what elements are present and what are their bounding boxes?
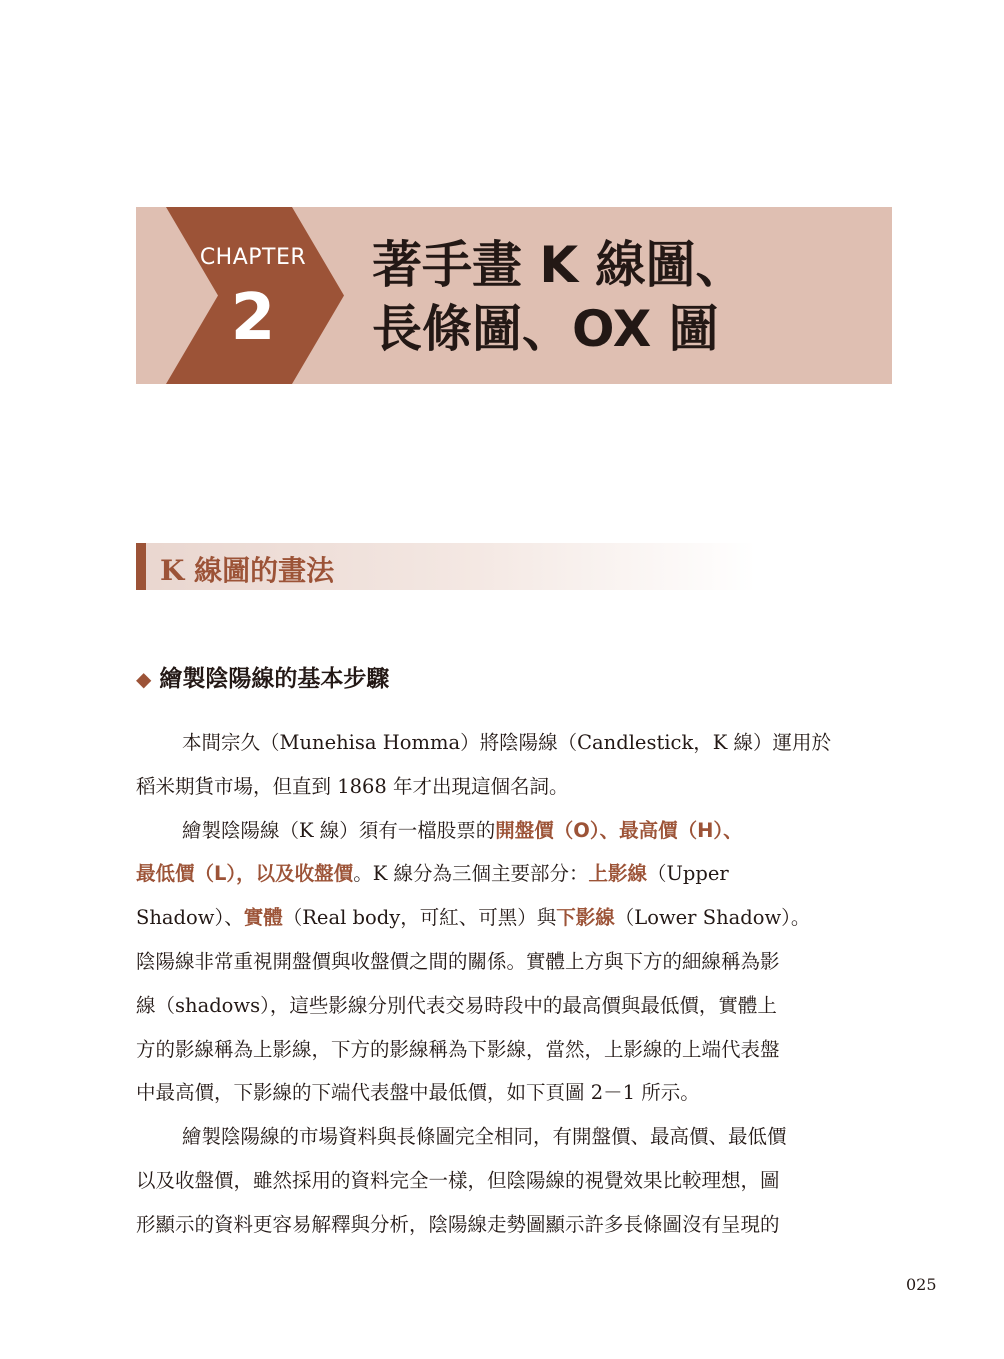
highlight-ohlc: 開盤價（O）、最高價（H）、	[495, 818, 743, 842]
paragraph-2-text: （Real body，可紅、可黑）與	[282, 906, 557, 930]
paragraph-2-text: （Lower Shadow）。	[614, 906, 811, 930]
paragraph-2-line-2	[136, 852, 892, 896]
chapter-label: CHAPTER	[199, 245, 307, 270]
paragraph-3-line-3: 形顯示的資料更容易解釋與分析，陰陽線走勢圖顯示許多長條圖沒有呈現的	[136, 1212, 780, 1236]
paragraph-2-text: Shadow）、	[136, 906, 244, 930]
paragraph-3-line-2: 以及收盤價，雖然採用的資料完全一樣，但陰陽線的視覺效果比較理想，圖	[136, 1168, 780, 1192]
paragraph-2-text: 繪製陰陽線（K 線）須有一檔股票的	[182, 818, 496, 842]
paragraph-2-line-5: 線（shadows），這些影線分別代表交易時段中的最高價與最低價，實體上	[136, 993, 777, 1017]
page-number: 025	[906, 1275, 937, 1294]
paragraph-2-line-6: 方的影線稱為上影線，下方的影線稱為下影線，當然，上影線的上端代表盤	[136, 1037, 780, 1061]
paragraph-1-line-1: 本間宗久（Munehisa Homma）將陰陽線（Candlestick，K 線）運用於	[182, 731, 832, 754]
highlight-lower-shadow: 下影線	[556, 906, 615, 930]
highlight-low-close: 最低價（L），以及收盤價	[136, 862, 354, 886]
body-text	[136, 721, 892, 1247]
paragraph-2-text: （Upper	[646, 862, 729, 886]
section-heading-bar	[136, 543, 756, 590]
highlight-upper-shadow: 上影線	[588, 862, 647, 886]
chapter-title-line2: 長條圖、OX 圖	[372, 300, 719, 358]
chapter-title-line1: 著手畫 K 線圖、	[372, 236, 746, 294]
chapter-title	[372, 233, 872, 361]
diamond-bullet-icon: ◆	[136, 667, 152, 691]
subsection-title: 繪製陰陽線的基本步驟	[159, 666, 390, 692]
chapter-banner	[136, 207, 892, 384]
chapter-number: 2	[230, 281, 276, 355]
paragraph-2-line-7: 中最高價，下影線的下端代表盤中最低價，如下頁圖 2－1 所示。	[136, 1081, 700, 1105]
paragraph-1-line-2: 稻米期貨市場，但直到 1868 年才出現這個名詞。	[136, 774, 569, 798]
highlight-real-body: 實體	[243, 906, 283, 930]
section-heading: K 線圖的畫法	[160, 554, 335, 587]
paragraph-2-text: 。K 線分為三個主要部分：	[353, 862, 589, 886]
paragraph-2-line-4: 陰陽線非常重視開盤價與收盤價之間的關係。實體上方與下方的細線稱為影	[136, 949, 780, 973]
subsection-heading	[136, 660, 389, 693]
paragraph-2-line-1	[136, 809, 892, 853]
paragraph-2-line-3	[136, 896, 892, 940]
paragraph-3-line-1: 繪製陰陽線的市場資料與長條圖完全相同，有開盤價、最高價、最低價	[182, 1125, 787, 1149]
section-heading-marker	[136, 543, 146, 590]
